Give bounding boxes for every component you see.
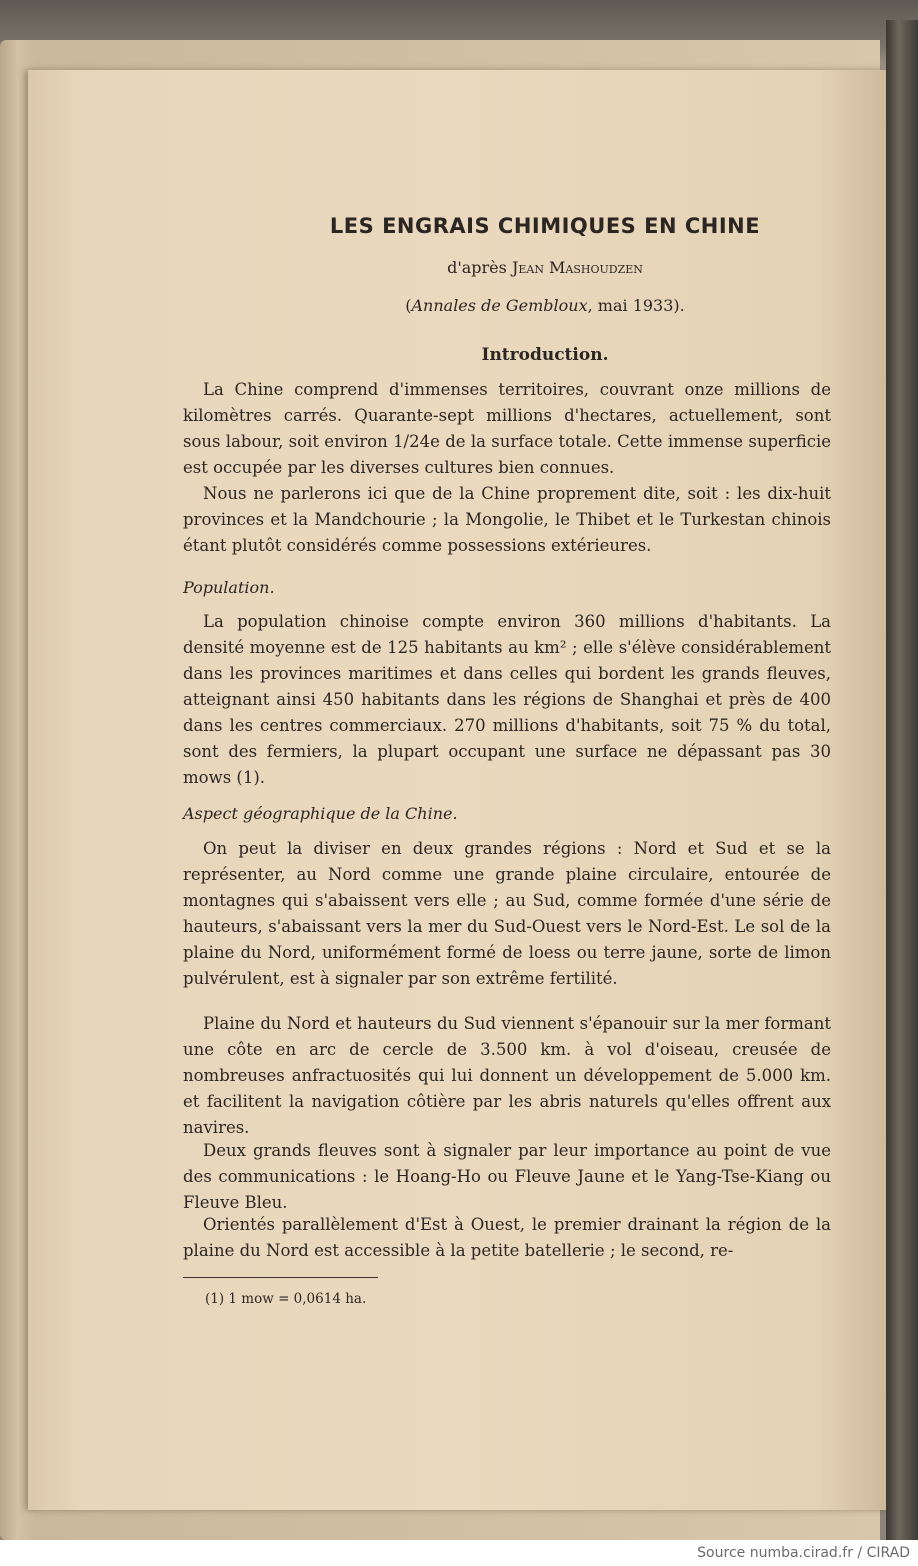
author-name: Jean Mashoudzen	[511, 258, 643, 277]
intro-heading: Introduction.	[481, 345, 609, 365]
article-title: LES ENGRAIS CHIMIQUES EN CHINE	[329, 214, 761, 238]
footnote: (1) 1 mow = 0,0614 ha.	[205, 1291, 367, 1307]
source-watermark: Source numba.cirad.fr / CIRAD	[697, 1545, 910, 1561]
source-open-paren: (	[405, 296, 412, 315]
paragraph-rivers-2: Orientés parallèlement d'Est à Ouest, le premier drainant la région de la plaine du Nord est accessible à la petite batellerie ; le second, re-	[183, 1215, 831, 1260]
subheading-geography: Aspect géographique de la Chine.	[183, 804, 458, 823]
paragraph-rivers: Deux grands fleuves sont à signaler par leur importance au point de vue des communications : le Hoang-Ho ou Fleuve Jaune et le Yang-Tse-Kiang ou Fleuve Bleu.	[183, 1141, 831, 1212]
paragraph-geography-1: On peut la diviser en deux grandes régions : Nord et Sud et se la représenter, au Nord comme une grande plaine circulaire, entourée de montagnes qui s'abaissent vers elle ; au Sud, comme formée d'une série de hauteurs, s'abaissant vers la mer du Sud-Ouest vers le Nord-Est. Le sol de la plaine du Nord, uniformément formé de loess ou terre jaune, sorte de limon pulvérulent, est à signaler par son extrême fertilité.	[183, 839, 831, 988]
footnote-divider	[183, 1277, 378, 1278]
subheading-population: Population.	[183, 578, 275, 597]
paragraph-population: La population chinoise compte environ 360 millions d'habitants. La densité moyenne est de 125 habitants au km² ; elle s'élève considérablement dans les provinces maritimes et dans celles qui bordent les grands fleuves, atteignant ainsi 450 habitants dans les régions de Shanghai et près de 400 dans les centres commerciaux. 270 millions d'habitants, soit 75 % du total, sont des fermiers, la plupart occupant une surface ne dépassant pas 30 mows (1).	[183, 612, 831, 787]
source-journal: Annales de Gembloux	[411, 296, 588, 315]
byline-prefix: d'après	[447, 258, 507, 277]
byline	[180, 258, 910, 277]
paragraph-intro-2: Nous ne parlerons ici que de la Chine proprement dite, soit : les dix-huit provinces et la Mandchourie ; la Mongolie, le Thibet et le Turkestan chinois étant plutôt considérés comme possessions extérieures.	[183, 484, 831, 555]
source-date: , mai 1933).	[587, 296, 685, 315]
paragraph-geography-2: Plaine du Nord et hauteurs du Sud viennent s'épanouir sur la mer formant une côte en arc de cercle de 3.500 km. à vol d'oiseau, creusée de nombreuses anfractuosités qui lui donnent un développement de 5.000 km. et facilitent la navigation côtière par les abris naturels qu'elles offrent aux navires.	[183, 1014, 831, 1137]
paragraph-intro-1: La Chine comprend d'immenses territoires, couvrant onze millions de kilomètres carrés. Quarante-sept millions d'hectares, actuellement, sont sous labour, soit environ 1/24e de la surface totale. Cette immense superficie est occupée par les diverses cultures bien connues.	[183, 380, 831, 477]
source-citation	[180, 296, 910, 315]
